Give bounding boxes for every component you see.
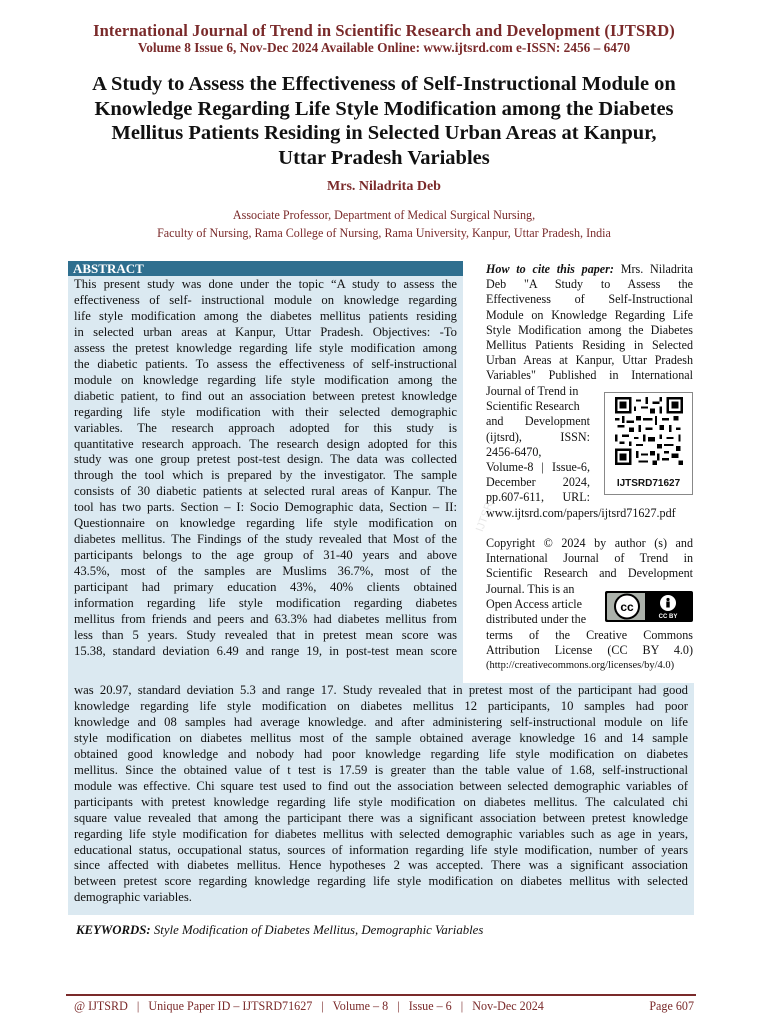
abstract-line: study was one group pretest post-test design. The data was collected [74, 452, 457, 467]
citation-line: Style Modification among the Diabetes [486, 322, 693, 337]
abstract-line: between pretest score regarding knowledge regarding life style modification on diabetes mellitus with selected [74, 874, 688, 889]
citation-label: How to cite this paper: [486, 262, 614, 276]
citation-line: Volume-8 | Issue-6, [486, 460, 590, 475]
abstract-line: less than 5 years. Study revealed that in pretest mean score was [74, 627, 457, 642]
copyright-block [486, 536, 693, 582]
copyright-line: Copyright © 2024 by author (s) and [486, 536, 693, 550]
abstract-line: 43.5%, most of the samples are Muslims 36.7%, most of the [74, 564, 457, 579]
author-affiliation [0, 206, 768, 242]
title-line: Knowledge Regarding Life Style Modification among the Diabetes [94, 97, 674, 120]
abstract-line: module on knowledge regarding life style modification among the [74, 372, 457, 387]
citation-line: Scientific Research [486, 399, 580, 414]
abstract-line: knowledge and 08 samples had average knowledge. and after administering self-instructional module on life [74, 714, 688, 729]
abstract-line: effectiveness of self- instructional module on knowledge regarding [74, 292, 457, 307]
qr-code-box [604, 392, 693, 495]
abstract-line: participant had primary education 43%, 40% clients obtained [74, 580, 457, 595]
svg-text:cc: cc [620, 600, 634, 614]
abstract-line: demographic variables. [74, 890, 192, 905]
copyright-tail-block [486, 628, 693, 674]
abstract-heading: ABSTRACT [68, 261, 463, 276]
abstract-line: regarding life style modification with their selected demographic [74, 404, 457, 419]
citation-line: Mellitus Patients Residing in Selected [486, 338, 693, 353]
citation-line: Effectiveness of Self-Instructional [486, 292, 693, 307]
abstract-line: the diabetic patients. To assess the effectiveness of self-instructional [74, 356, 457, 371]
abstract-line: regarding life style modification for diabetes mellitus with selected demographic variables such as age in years, [74, 826, 688, 841]
citation-url-block [486, 506, 693, 521]
abstract-line: diabetes mellitus. The Findings of the study revealed that Most of the [74, 532, 457, 547]
cc-by-license-icon [605, 591, 693, 622]
citation-line: Urban Areas at Kanpur, Uttar Pradesh [486, 353, 693, 368]
copyright-narrow-block [486, 582, 596, 628]
citation-line: Deb "A Study to Assess the [486, 277, 693, 292]
citation-line: December 2024, [486, 475, 590, 490]
abstract-line: tool has two parts. Section – I: Socio Demographic data, Section – II: [74, 500, 457, 515]
citation-narrow-block [486, 384, 590, 506]
citation-line: Variables" Published in International [486, 368, 693, 383]
journal-title: International Journal of Trend in Scientific Research and Development (IJTSRD) [93, 21, 675, 40]
paper-title [40, 72, 728, 170]
abstract-line: in selected urban areas at Kanpur, Uttar Pradesh. Objectives: -To [74, 324, 457, 339]
keywords-text: Style Modification of Diabetes Mellitus, Demographic Variables [153, 923, 484, 937]
abstract-line: Questionnaire on knowledge regarding life style modification on [74, 516, 457, 531]
title-line: A Study to Assess the Effectiveness of Self-Instructional Module on [92, 73, 676, 95]
abstract-line: quantitative research approach. The research design adopted for this [74, 436, 457, 451]
citation-first-tail: Mrs. Niladrita [620, 262, 693, 276]
page-number: Page 607 [649, 999, 694, 1013]
copyright-line: Journal. This is an [486, 582, 575, 596]
abstract-body-left [68, 276, 463, 683]
copyright-line: distributed under the [486, 612, 587, 627]
keywords [76, 923, 483, 938]
abstract-line: variables. The research approach adopted for this study is [74, 420, 457, 435]
keywords-label: KEYWORDS: [76, 923, 151, 937]
citation-url[interactable]: www.ijtsrd.com/papers/ijtsrd71627.pdf [486, 506, 676, 520]
abstract-line: consists of 30 diabetic patients at selected rural areas of Kanpur. The [74, 484, 457, 499]
affiliation-line: Associate Professor, Department of Medical Surgical Nursing, [232, 208, 536, 222]
affiliation-line: Faculty of Nursing, Rama College of Nursing, Rama University, Kanpur, Uttar Pradesh, India [157, 226, 611, 240]
copyright-line: Attribution License (CC BY 4.0) [486, 643, 693, 658]
abstract-line: assess the pretest knowledge regarding life style modification among [74, 340, 457, 355]
license-url[interactable]: (http://creativecommons.org/licenses/by/4.0) [486, 660, 675, 672]
abstract-line: style modification on diabetes mellitus most of the sample obtained average knowledge 16 and 14 sample [74, 730, 688, 745]
abstract-line: participants belongs to the age group of 31-40 years and above [74, 548, 457, 563]
abstract-line: module was effective. Chi square test used to find out the association between selected demographic variables of [74, 778, 688, 793]
author-name: Mrs. Niladrita Deb [327, 179, 441, 194]
copyright-line: Scientific Research and Development [486, 566, 693, 581]
abstract-line: life style modification among the diabetes mellitus patients residing [74, 308, 457, 323]
cc-by-badge-graphic [605, 591, 693, 622]
qr-code-icon [615, 397, 683, 465]
watermark: IJTSRD [473, 493, 499, 534]
abstract-line: knowledge regarding life style modification on diabetes mellitus 12 participants, 10 samples had poor [74, 698, 688, 713]
abstract-line: participants with pretest knowledge regarding life style modification on diabetes mellitus. The calculated chi [74, 794, 688, 809]
abstract-line: obtained good knowledge and nobody had poor knowledge regarding life style modification on diabetes [74, 746, 688, 761]
cc-badge-text: CC BY [658, 614, 678, 620]
abstract-line: This present study was done under the topic “A study to assess the [74, 277, 457, 291]
citation-block [486, 262, 693, 384]
copyright-line: terms of the Creative Commons [486, 628, 693, 642]
copyright-line: International Journal of Trend in [486, 551, 693, 566]
citation-line: Module on Knowledge Regarding Life [486, 307, 693, 322]
abstract-line: was 20.97, standard deviation 5.3 and range 17. Study revealed that in pretest most of the participant had good [74, 683, 688, 697]
title-line: Uttar Pradesh Variables [278, 146, 490, 169]
qr-code-label: IJTSRD71627 [616, 478, 681, 489]
citation-line: 2456-6470, [486, 444, 542, 459]
copyright-line: Open Access article [486, 597, 583, 612]
abstract-line: 15.38, standard deviation 6.49 and range 19, in post-test mean score [74, 643, 457, 658]
abstract-line: mellitus. Since the obtained value of t test is 17.59 is greater than the table value of 1.68, self-instructional [74, 762, 688, 777]
citation-line: (ijtsrd), ISSN: [486, 429, 590, 444]
title-line: Mellitus Patients Residing in Selected Urban Areas at Kanpur, [111, 122, 657, 144]
footer-info: @ IJTSRD | Unique Paper ID – IJTSRD71627 | Volume – 8 | Issue – 6 | Nov-Dec 2024 [74, 999, 544, 1013]
abstract-line: educational status, occupational status, sources of information regarding life style modification, number of years [74, 842, 688, 857]
citation-line: and Development [486, 414, 590, 429]
abstract-line: mellitus from friends and peers and 63.3% had diabetes mellitus from [74, 612, 457, 627]
citation-line: pp.607-611, URL: [486, 490, 590, 505]
footer-divider [66, 994, 696, 996]
abstract-line: information regarding life style modification regarding diabetes [74, 596, 457, 611]
citation-first-line [486, 262, 693, 277]
abstract-line: since affected with diabetes mellitus. Hence hypotheses 2 was accepted. There was a significant association [74, 858, 688, 873]
journal-issue-line: Volume 8 Issue 6, Nov-Dec 2024 Available Online: www.ijtsrd.com e-ISSN: 2456 – 6470 [137, 40, 631, 55]
abstract-line: square value revealed that among the participant there was a significant association between pretest knowledge [74, 810, 688, 825]
abstract-line: diabetic patient, to find out an association between pretest knowledge [74, 388, 457, 403]
citation-line: Journal of Trend in [486, 384, 579, 398]
abstract-line: through the tool which is prepared by the investigator. The sample [74, 468, 457, 483]
abstract-body-bottom [68, 683, 694, 915]
